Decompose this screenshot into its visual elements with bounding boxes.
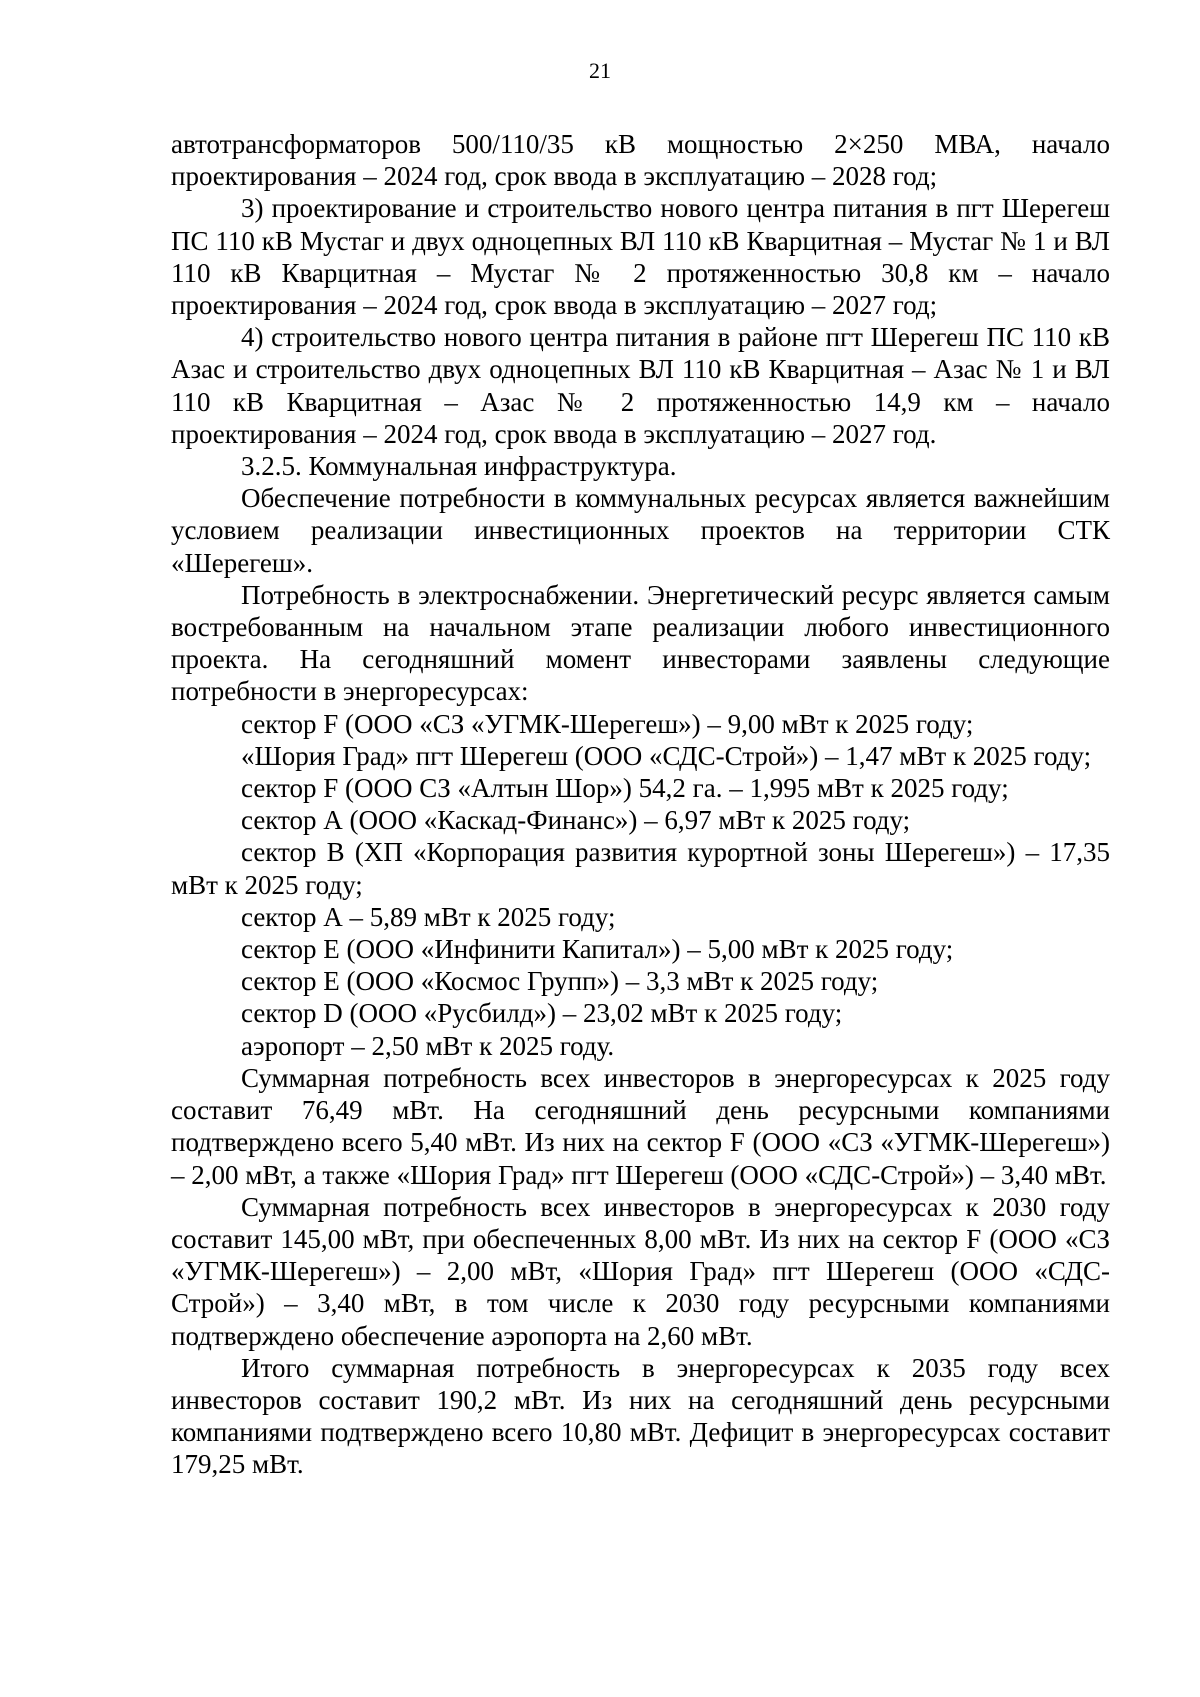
paragraph: Суммарная потребность всех инвесторов в энергоресурсах к 2025 году составит 76,49 мВт. На сегодняшний день ресурсными компаниями подтверждено всего 5,40 мВт. Из них на сектор F (ООО «СЗ «УГМК-Шерегеш») – 2,00 мВт, а также «Шория Град» пгт Шерегеш (ООО «СДС-Строй») – 3,40 мВт. xyxy=(171,1062,1110,1190)
list-item: сектор В (ХП «Корпорация развития курортной зоны Шерегеш») – 17,35 мВт к 2025 году; xyxy=(171,837,1110,900)
paragraph: Обеспечение потребности в коммунальных ресурсах является важнейшим условием реализации инвестиционных проектов на территории СТК «Шерегеш». xyxy=(171,483,1110,578)
list-item: сектор А – 5,89 мВт к 2025 году; xyxy=(241,901,616,932)
paragraph-item-3: 3) проектирование и строительство нового центра питания в пгт Шерегеш ПС 110 кВ Мустаг и двух одноцепных ВЛ 110 кВ Кварцитная – Мустаг № 1 и ВЛ 110 кВ Кварцитная – Мустаг № 2 протяженностью 30,8 км – начало проектирования – 2024 год, срок ввода в эксплуатацию – 2027 год; xyxy=(171,193,1110,321)
list-item: сектор Е (ООО «Космос Групп») – 3,3 мВт к 2025 году; xyxy=(241,966,879,997)
document-body xyxy=(171,128,1110,1481)
list-item: сектор F (ООО «СЗ «УГМК-Шерегеш») – 9,00 мВт к 2025 году; xyxy=(241,708,974,739)
section-heading: 3.2.5. Коммунальная инфраструктура. xyxy=(241,451,677,482)
page-number: 21 xyxy=(589,58,611,83)
paragraph-item-4: 4) строительство нового центра питания в районе пгт Шерегеш ПС 110 кВ Азас и строительство двух одноцепных ВЛ 110 кВ Кварцитная – Азас № 1 и ВЛ 110 кВ Кварцитная – Азас № 2 протяженностью 14,9 км – начало проектирования – 2024 год, срок ввода в эксплуатацию – 2027 год. xyxy=(171,322,1110,449)
list-item: сектор А (ООО «Каскад-Финанс») – 6,97 мВт к 2025 году; xyxy=(241,805,911,836)
list-item: сектор D (ООО «Русбилд») – 23,02 мВт к 2025 году; xyxy=(241,998,843,1029)
paragraph: Суммарная потребность всех инвесторов в энергоресурсах к 2030 году составит 145,00 мВт, при обеспеченных 8,00 мВт. Из них на сектор F (ООО «СЗ «УГМК-Шерегеш») – 2,00 мВт, «Шория Град» пгт Шерегеш (ООО «СДС-Строй») – 3,40 мВт, в том числе к 2030 году ресурсными компаниями подтверждено обеспечение аэропорта на 2,60 мВт. xyxy=(171,1191,1110,1351)
list-item: аэропорт – 2,50 мВт к 2025 году. xyxy=(241,1030,615,1061)
paragraph-continuation: автотрансформаторов 500/110/35 кВ мощностью 2×250 МВА, начало проектирования – 2024 год, срок ввода в эксплуатацию – 2028 год; xyxy=(171,129,1110,192)
paragraph: Итого суммарная потребность в энергоресурсах к 2035 году всех инвесторов составит 190,2 мВт. Из них на сегодняшний день ресурсными компаниями подтверждено всего 10,80 мВт. Дефицит в энергоресурсах составит 179,25 мВт. xyxy=(171,1352,1110,1480)
list-item: сектор Е (ООО «Инфинити Капитал») – 5,00 мВт к 2025 году; xyxy=(241,934,954,965)
list-item: сектор F (ООО СЗ «Алтын Шор») 54,2 га. – 1,995 мВт к 2025 году; xyxy=(241,773,1009,804)
paragraph: Потребность в электроснабжении. Энергетический ресурс является самым востребованным на начальном этапе реализации любого инвестиционного проекта. На сегодняшний момент инвесторами заявлены следующие потребности в энергоресурсах: xyxy=(171,579,1110,707)
list-item: «Шория Град» пгт Шерегеш (ООО «СДС-Строй») – 1,47 мВт к 2025 году; xyxy=(241,740,1092,771)
